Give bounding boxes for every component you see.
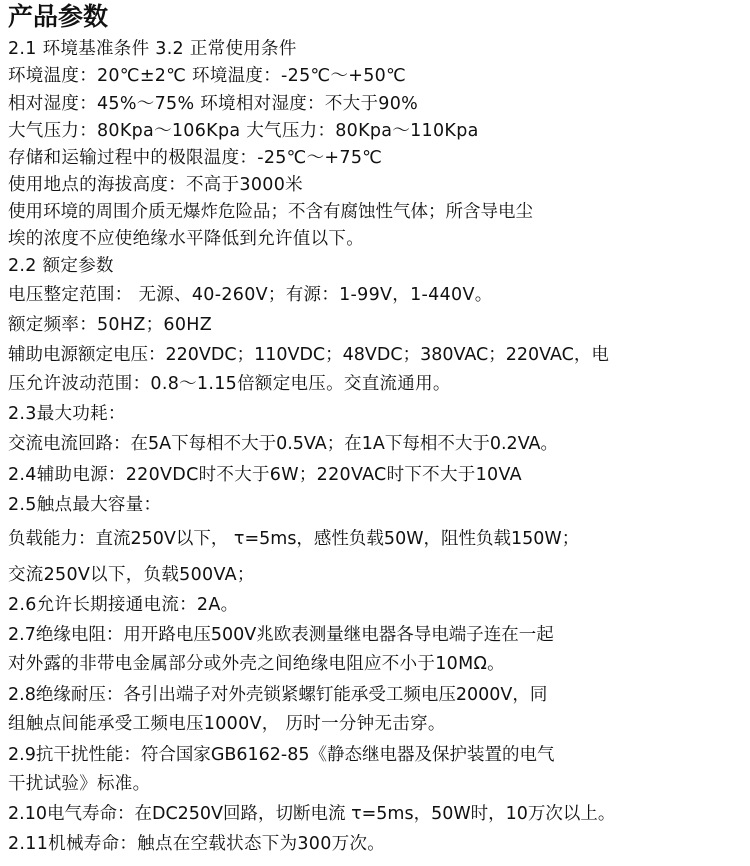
electrical-life-line: 2.10电气寿命：在DC250V回路，切断电流 τ=5ms，50W时，10万次以上。 <box>8 804 616 824</box>
load-capacity-dc-line: 负载能力：直流250V以下， τ=5ms，感性负载50W，阻性负载150W； <box>8 529 580 549</box>
auxiliary-voltage-line-2: 压允许波动范围：0.8～1.15倍额定电压。交直流通用。 <box>8 374 451 394</box>
rated-frequency-line: 额定频率：50HZ；60HZ <box>8 315 213 335</box>
section-2-4-line: 2.4辅助电源：220VDC时不大于6W；220VAC时下不大于10VA <box>8 465 522 485</box>
section-2-6-line: 2.6允许长期接通电流：2A。 <box>8 595 239 615</box>
insulation-resistance-line-1: 2.7绝缘电阻：用开路电压500V兆欧表测量继电器各导电端子连在一起 <box>8 625 554 645</box>
insulation-withstand-line-2: 组触点间能承受工频电压1000V， 历时一分钟无击穿。 <box>8 714 446 734</box>
voltage-setting-range-line: 电压整定范围： 无源、40-260V；有源：1-99V，1-440V。 <box>8 285 493 305</box>
ambient-temperature-line: 环境温度：20℃±2℃ 环境温度：-25℃～+50℃ <box>8 66 407 86</box>
altitude-line: 使用地点的海拔高度：不高于3000米 <box>8 175 303 195</box>
atmospheric-pressure-line: 大气压力：80Kpa～106Kpa 大气压力：80Kpa～110Kpa <box>8 121 479 141</box>
ac-current-loop-line: 交流电流回路：在5A下每相不大于0.5VA；在1A下每相不大于0.2VA。 <box>8 434 559 454</box>
mechanical-life-line: 2.11机械寿命：触点在空载状态下为300万次。 <box>8 834 386 854</box>
section-2-5-heading: 2.5触点最大容量： <box>8 495 162 515</box>
relative-humidity-line: 相对湿度：45%～75% 环境相对湿度：不大于90% <box>8 94 419 114</box>
storage-temperature-line: 存储和运输过程中的极限温度：-25℃～+75℃ <box>8 148 383 168</box>
environment-medium-line-1: 使用环境的周围介质无爆炸危险品；不含有腐蚀性气体；所含导电尘 <box>8 202 533 222</box>
section-2-2-heading: 2.2 额定参数 <box>8 256 114 276</box>
page-title: 产品参数 <box>8 2 109 31</box>
environment-medium-line-2: 埃的浓度不应使绝缘水平降低到允许值以下。 <box>8 229 364 249</box>
insulation-resistance-line-2: 对外露的非带电金属部分或外壳之间绝缘电阻应不小于10MΩ。 <box>8 654 505 674</box>
load-capacity-ac-line: 交流250V以下，负载500VA； <box>8 565 255 585</box>
section-2-3-heading: 2.3最大功耗： <box>8 404 126 424</box>
anti-interference-line-1: 2.9抗干扰性能：符合国家GB6162-85《静态继电器及保护装置的电气 <box>8 745 555 765</box>
auxiliary-voltage-line-1: 辅助电源额定电压：220VDC；110VDC；48VDC；380VAC；220VAC，电 <box>8 345 609 365</box>
section-2-1-heading: 2.1 环境基准条件 3.2 正常使用条件 <box>8 39 297 59</box>
insulation-withstand-line-1: 2.8绝缘耐压：各引出端子对外壳锁紧螺钉能承受工频电压2000V，同 <box>8 685 548 705</box>
anti-interference-line-2: 干扰试验》标准。 <box>8 774 151 794</box>
